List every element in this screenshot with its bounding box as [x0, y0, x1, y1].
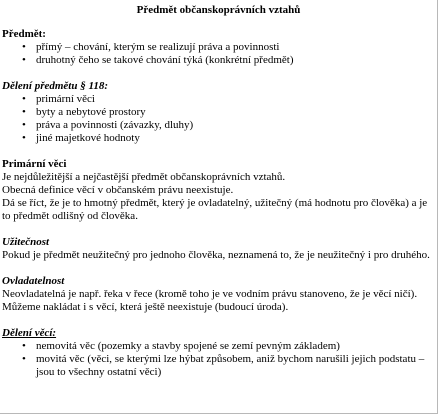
section-heading-primarni-veci: Primární věci	[2, 158, 67, 170]
paragraph-line: Je nejdůležitější a nejčastější předmět občanskoprávních vztahů.	[2, 171, 286, 183]
section-heading-predmet: Předmět:	[2, 28, 46, 40]
paragraph-line: Můžeme nakládat i s věcí, která ještě neexistuje (budoucí úroda).	[2, 301, 289, 313]
list-predmet	[2, 41, 435, 67]
spacer	[2, 145, 435, 158]
section-heading-ovladatelnost: Ovladatelnost	[2, 275, 65, 287]
list-item: • nemovitá věc (pozemky a stavby spojené se zemí pevným základem)	[36, 340, 435, 353]
paragraph-line: Pokud je předmět neužitečný pro jednoho člověka, neznamená to, že je neužitečný i pro druhého.	[2, 249, 430, 261]
list-deleni-predmetu	[2, 93, 435, 145]
paragraph-line: Dá se říct, že je to hmotný předmět, který je ovladatelný, užitečný (má hodnotu pro člověka) a je to předmět odlišný od člověka.	[2, 197, 428, 222]
paragraph-line: Obecná definice věcí v občanském právu neexistuje.	[2, 184, 234, 196]
spacer	[2, 223, 435, 236]
page-title: Předmět občanskoprávních vztahů	[136, 4, 301, 16]
list-item: • byty a nebytové prostory	[36, 106, 435, 119]
section-heading-uzitecnost: Užitečnost	[2, 236, 50, 248]
section-heading-deleni-predmetu: Dělení předmětu § 118:	[2, 80, 109, 92]
spacer	[2, 314, 435, 327]
list-item: • druhotný čeho se takové chování týká (konkrétní předmět)	[36, 54, 435, 67]
list-item: • primární věci	[36, 93, 435, 106]
paragraph-line: Neovladatelná je např. řeka v řece (kromě toho je ve vodním právu stanoveno, že je věcí ničí).	[2, 288, 418, 300]
section-heading-deleni-veci: Dělení věcí:	[2, 327, 57, 339]
list-item: • práva a povinnosti (závazky, dluhy)	[36, 119, 435, 132]
list-item: • přímý – chování, kterým se realizují práva a povinnosti	[36, 41, 435, 54]
spacer	[2, 262, 435, 275]
list-item: • movitá věc (věci, se kterými lze hýbat způsobem, aniž bychom narušili jejich podstatu – jsou to všechny ostatní věci)	[36, 353, 435, 379]
spacer	[2, 67, 435, 80]
list-deleni-veci	[2, 340, 435, 379]
list-item: • jiné majetkové hodnoty	[36, 132, 435, 145]
